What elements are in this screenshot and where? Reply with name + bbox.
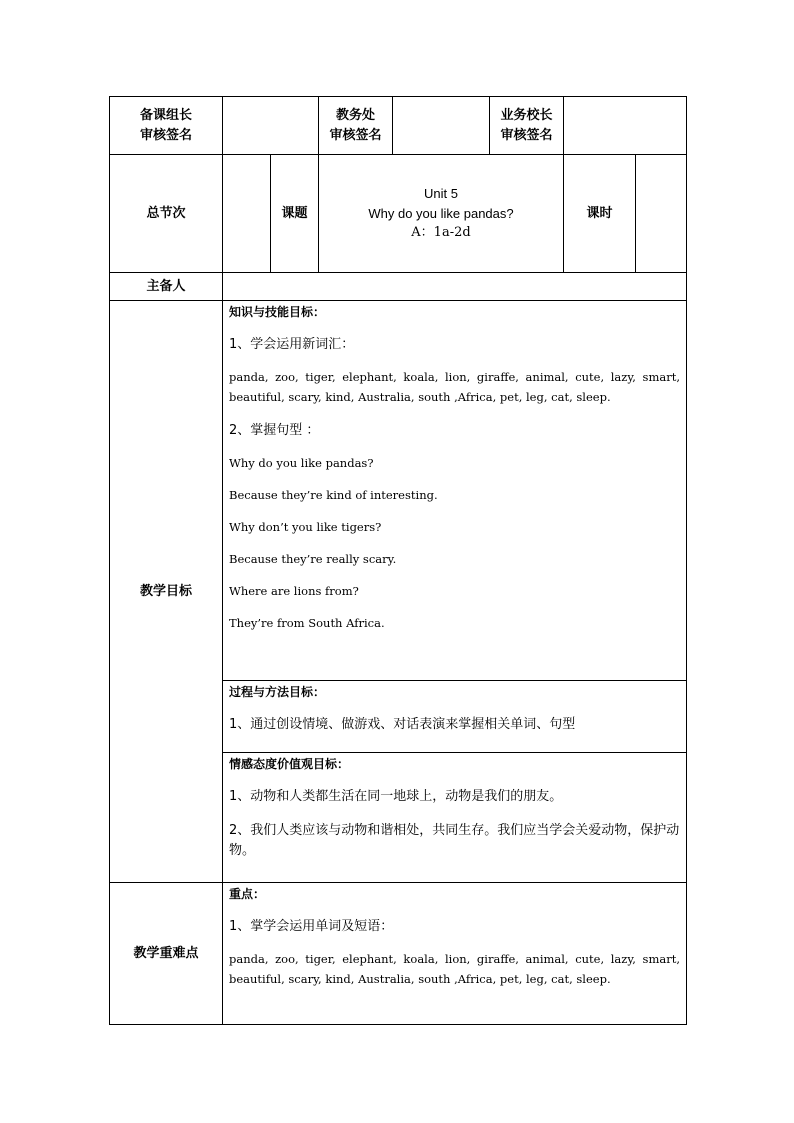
sentence-pattern: Why do you like pandas?	[229, 456, 374, 470]
approval-row	[110, 97, 687, 155]
total-section-label: 总节次	[110, 155, 223, 273]
academic-office-signature-cell[interactable]	[393, 97, 490, 155]
vice-principal-label: 业务校长 审核签名	[490, 97, 564, 155]
key-vocabulary-list: panda, zoo, tiger, elephant, koala, lion, giraffe, animal, cute, lazy, smart, beautiful, scary, kind, Australia, south ,Africa, pet, leg, cat, sleep.	[229, 952, 680, 986]
sentence-pattern: Because they’re kind of interesting.	[229, 488, 438, 502]
process-heading: 过程与方法目标：	[229, 685, 326, 699]
key-points-content	[223, 883, 687, 1025]
key-points-label: 教学重难点	[110, 883, 223, 1025]
knowledge-objectives-content	[223, 301, 687, 681]
period-value-cell[interactable]	[636, 155, 687, 273]
key-points-item-1: 1、掌学会运用单词及短语：	[229, 919, 394, 934]
title-question: Why do you like pandas?	[368, 205, 514, 221]
preparer-row	[110, 273, 687, 301]
knowledge-item-2: 2、掌握句型 ：	[229, 423, 320, 438]
group-leader-label: 备课组长 审核签名	[110, 97, 223, 155]
emotion-item-1: 1、动物和人类都生活在同一地球上，动物是我们的朋友。	[229, 789, 563, 804]
topic-label: 课题	[271, 155, 319, 273]
knowledge-heading: 知识与技能目标：	[229, 305, 326, 319]
teaching-objectives-label: 教学目标	[110, 301, 223, 883]
total-section-value-cell[interactable]	[223, 155, 271, 273]
title-part: A：1a-2d	[411, 225, 471, 241]
process-objectives-content	[223, 681, 687, 753]
vice-principal-signature-cell[interactable]	[564, 97, 687, 155]
key-points-heading: 重点：	[229, 887, 266, 901]
knowledge-item-1: 1、学会运用新词汇：	[229, 337, 355, 352]
process-item-1: 1、通过创设情境、做游戏、对话表演来掌握相关单词、句型	[229, 717, 576, 732]
preparer-value-cell[interactable]	[223, 273, 687, 301]
title-unit: Unit 5	[424, 186, 458, 202]
emotion-objectives-content	[223, 753, 687, 883]
sentence-pattern: Because they’re really scary.	[229, 552, 397, 566]
lesson-info-row	[110, 155, 687, 273]
lesson-plan-table	[109, 96, 687, 1025]
emotion-item-2: 2、我们人类应该与动物和谐相处，共同生存。我们应当学会关爱动物，保护动物。	[229, 823, 680, 858]
emotion-heading: 情感态度价值观目标：	[229, 757, 350, 771]
lesson-title	[319, 155, 564, 273]
vocabulary-list: panda, zoo, tiger, elephant, koala, lion, giraffe, animal, cute, lazy, smart, beautiful, scary, kind, Australia, south ,Africa, pet, leg, cat, sleep.	[229, 370, 680, 404]
key-points-row	[110, 883, 687, 1025]
academic-office-label: 教务处 审核签名	[319, 97, 393, 155]
group-leader-signature-cell[interactable]	[223, 97, 319, 155]
sentence-pattern: Where are lions from?	[229, 584, 359, 598]
knowledge-objectives-row	[110, 301, 687, 681]
period-label: 课时	[564, 155, 636, 273]
sentence-pattern: They’re from South Africa.	[229, 616, 385, 630]
sentence-pattern: Why don’t you like tigers?	[229, 520, 382, 534]
preparer-label: 主备人	[110, 273, 223, 301]
